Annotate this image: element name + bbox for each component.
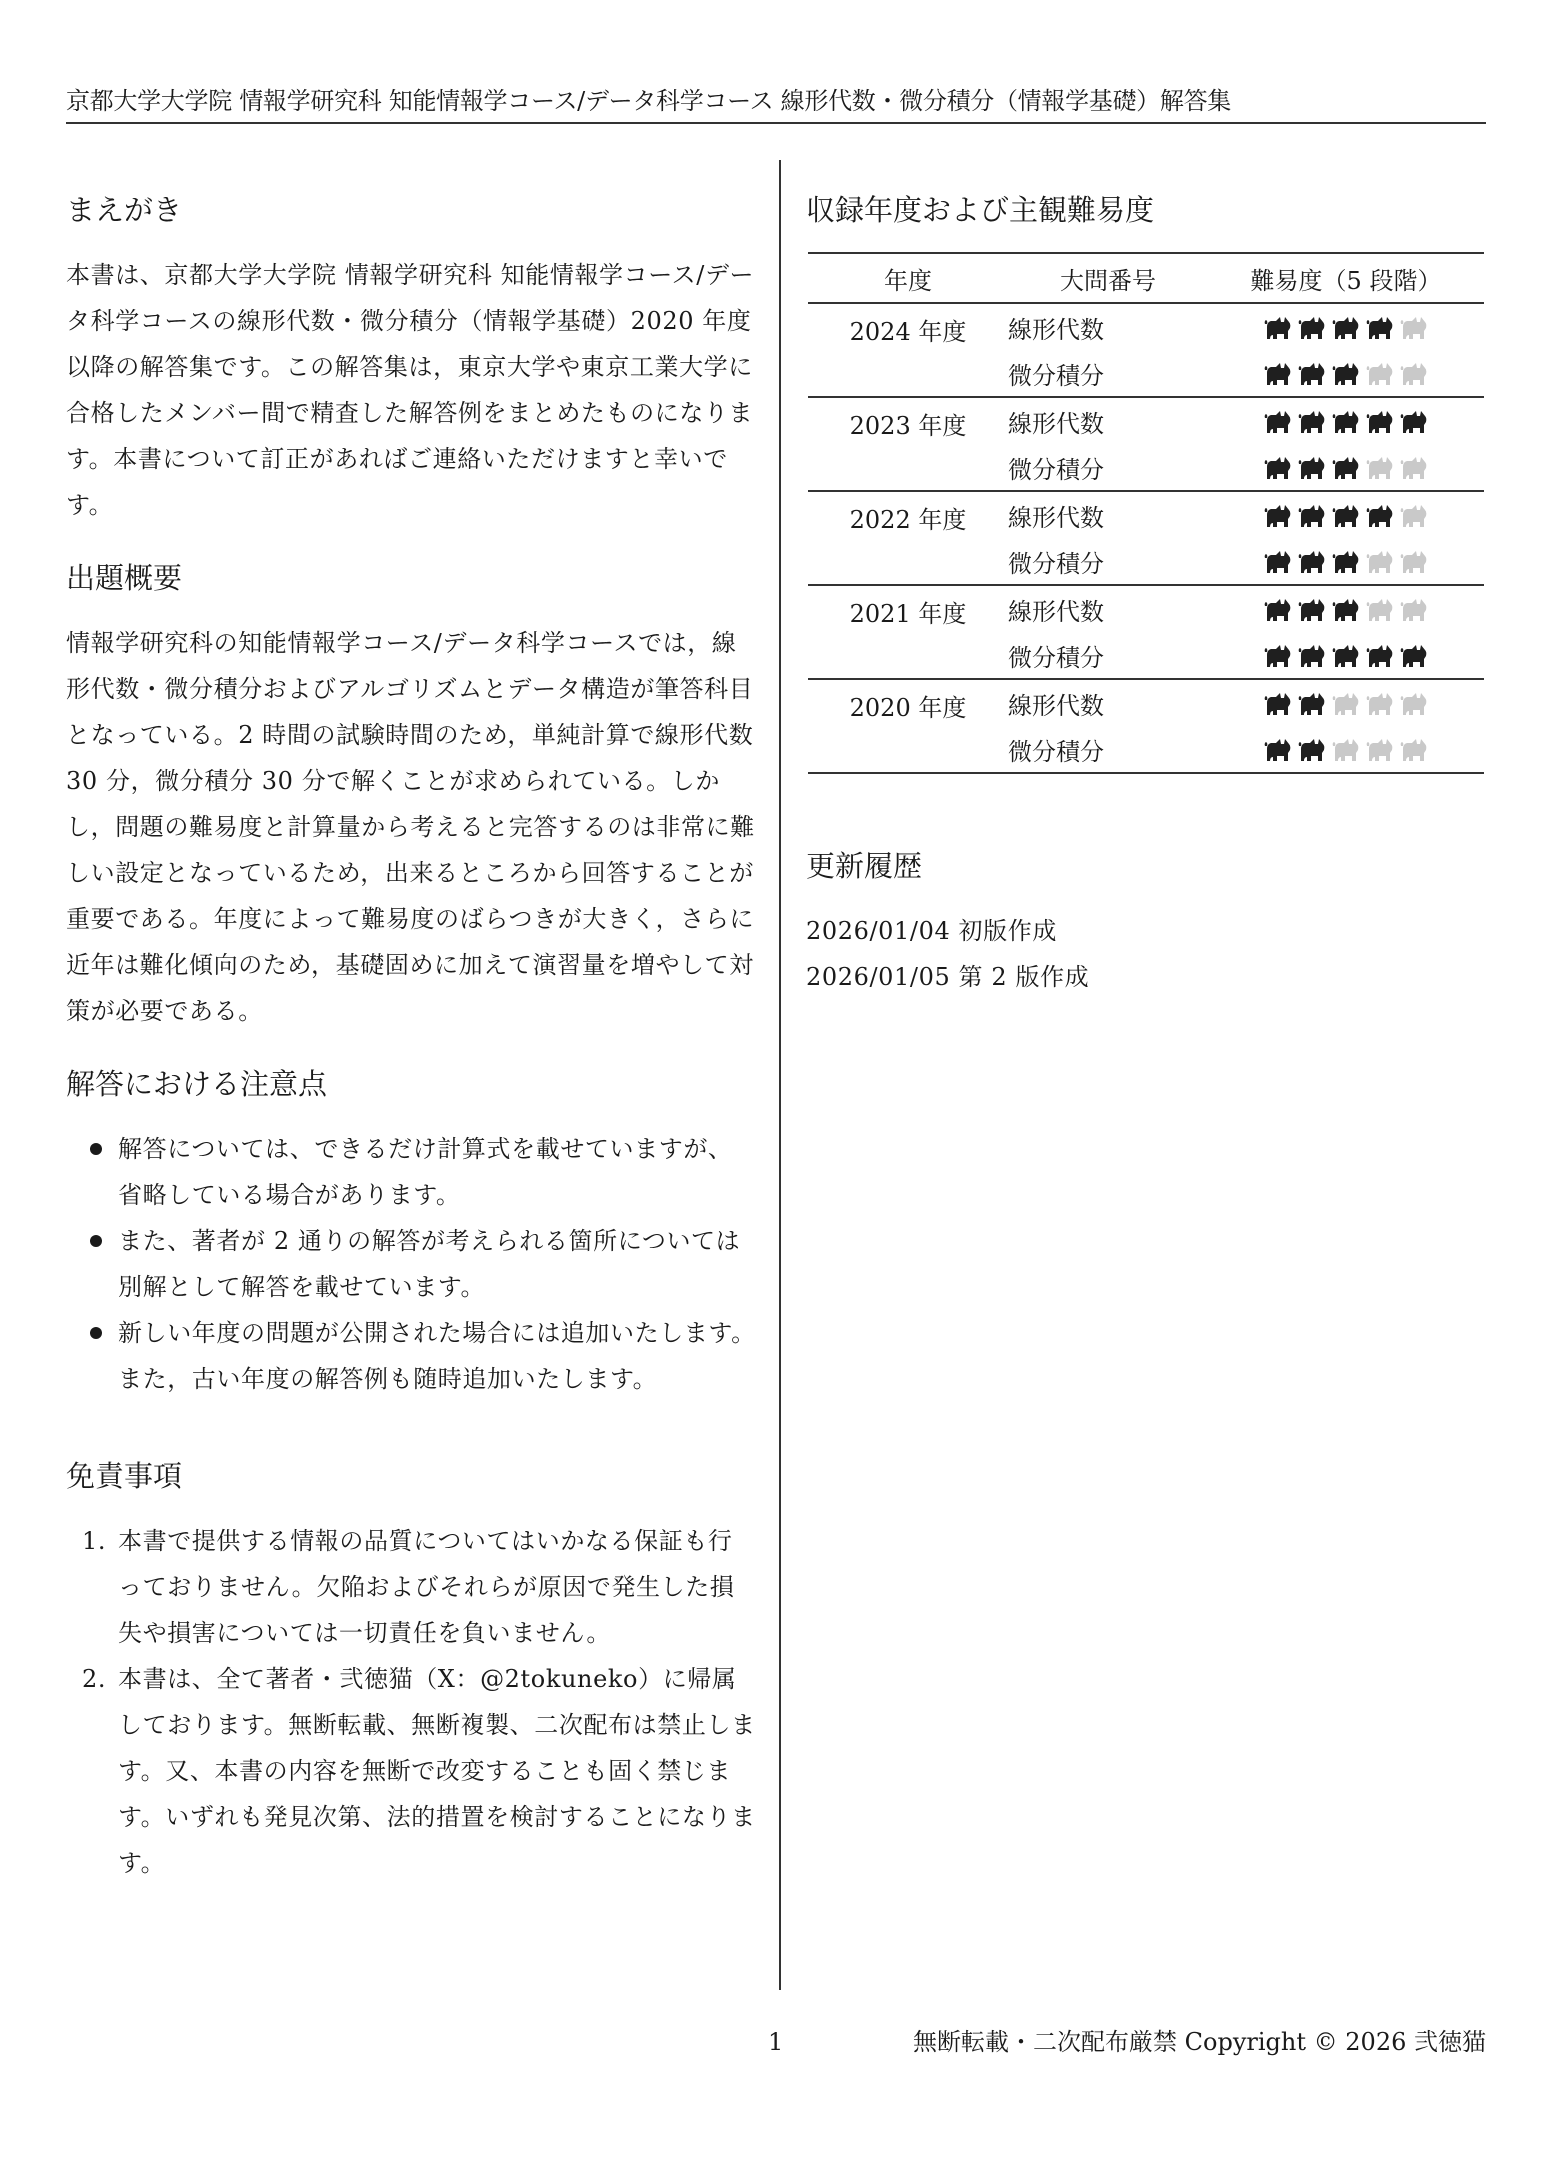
table-row [808,303,1484,350]
section-cell: 線形代数 [1008,691,1104,720]
cat-filled-icon [1331,503,1361,529]
difficulty-rating-calc [1208,444,1484,491]
list-item [66,1518,756,1656]
cat-filled-icon [1263,691,1293,717]
list-item [66,1310,756,1402]
cat-empty-icon [1399,315,1429,341]
item-number: 2. [82,1665,107,1693]
note-text: また、著者が 2 通りの解答が考えられる箇所については別解として解答を載せています。 [118,1227,741,1301]
copyright-notice: 無断転載・二次配布厳禁 Copyright © 2026 弐徳猫 [913,2028,1486,2056]
cat-filled-icon [1331,409,1361,435]
cat-filled-icon [1331,361,1361,387]
cat-empty-icon [1399,549,1429,575]
cat-filled-icon [1365,503,1395,529]
difficulty-heading: 収録年度および主観難易度 [806,193,1155,227]
year-cell: 2024 年度 [808,303,1008,397]
difficulty-table [808,252,1484,774]
preface-text: 本書は、京都大学大学院 情報学研究科 知能情報学コース/データ科学コースの線形代数・微分積分（情報学基礎）2020 年度以降の解答集です。この解答集は，東京大学や東京工業大学に合格したメンバー間で精査した解答例をまとめたものになります。本書について訂正があればご連絡いただけますと幸いです。 [66,261,755,519]
list-item [66,1656,756,1886]
cat-filled-icon [1263,315,1293,341]
cat-empty-icon [1399,737,1429,763]
cat-empty-icon [1365,455,1395,481]
cat-empty-icon [1399,597,1429,623]
cat-filled-icon [1297,643,1327,669]
table-row [808,491,1484,538]
cat-filled-icon [1297,597,1327,623]
table-row [808,679,1484,726]
table-header-row [808,253,1484,303]
cat-filled-icon [1263,549,1293,575]
difficulty-rating-calc [1208,538,1484,585]
disclaimer-heading: 免責事項 [66,1459,183,1493]
disclaimer-list [66,1518,756,1886]
section-cell: 微分積分 [1008,444,1208,491]
item-number: 1. [82,1527,107,1555]
table-row [808,397,1484,444]
overview-text: 情報学研究科の知能情報学コース/データ科学コースでは，線形代数・微分積分およびアルゴリズムとデータ構造が筆答科目となっている。2 時間の試験時間のため，単純計算で線形代数 30 分，微分積分 30 分で解くことが求められている。しかし，問題の難易度と計算量から考えると完答するのは非常に難しい設定となっているため，出来るところから回答することが重要である。年度によって難易度のばらつきが大きく，さらに近年は難化傾向のため，基礎固めに加えて演習量を増やして対策が必要である。 [66,629,755,1025]
disclaimer-text: 本書は、全て著者・弐徳猫（X：@2tokuneko）に帰属しております。無断転載、無断複製、二次配布は禁止します。又、本書の内容を無断で改変することも固く禁じます。いずれも発見次第、法的措置を検討することになります。 [118,1665,756,1877]
difficulty-rating-calc [1208,726,1484,773]
year-cell: 2023 年度 [808,397,1008,491]
year-cell: 2021 年度 [808,585,1008,679]
cat-filled-icon [1297,315,1327,341]
disclaimer-text: 本書で提供する情報の品質についてはいかなる保証も行っておりません。欠陥およびそれらが原因で発生した損失や損害については一切責任を負いません。 [118,1527,735,1647]
cat-empty-icon [1331,691,1361,717]
difficulty-rating-linear [1208,303,1484,350]
cat-filled-icon [1297,409,1327,435]
history-heading: 更新履歴 [806,849,923,883]
cat-filled-icon [1263,643,1293,669]
section-cell: 線形代数 [1008,597,1104,626]
running-header: 京都大学大学院 情報学研究科 知能情報学コース/データ科学コース 線形代数・微分積分（情報学基礎）解答集 [66,84,1486,124]
difficulty-rating-linear [1208,397,1484,444]
cat-empty-icon [1399,691,1429,717]
cat-filled-icon [1331,455,1361,481]
cat-empty-icon [1399,503,1429,529]
cat-filled-icon [1331,549,1361,575]
cat-empty-icon [1365,597,1395,623]
cat-filled-icon [1297,455,1327,481]
notes-list [66,1126,756,1402]
notes-heading: 解答における注意点 [66,1067,328,1101]
cat-filled-icon [1297,503,1327,529]
section-cell: 線形代数 [1008,503,1104,532]
page-number: 1 [768,2028,784,2056]
cat-filled-icon [1297,737,1327,763]
difficulty-rating-linear [1208,491,1484,538]
cat-filled-icon [1297,691,1327,717]
cat-filled-icon [1331,643,1361,669]
cat-empty-icon [1331,737,1361,763]
right-column [806,190,1486,1000]
section-cell: 線形代数 [1008,409,1104,438]
section-cell: 線形代数 [1008,315,1104,344]
year-cell: 2020 年度 [808,679,1008,773]
difficulty-rating-calc [1208,350,1484,397]
table-row [808,585,1484,632]
list-item [66,1218,756,1310]
cat-empty-icon [1399,455,1429,481]
cat-filled-icon [1365,643,1395,669]
history-entry: 2026/01/05 第 2 版作成 [806,963,1090,991]
difficulty-rating-linear [1208,585,1484,632]
bullet-icon [90,1327,102,1339]
cat-empty-icon [1365,691,1395,717]
cat-filled-icon [1365,409,1395,435]
column-divider [779,160,781,1990]
difficulty-rating-calc [1208,632,1484,679]
cat-filled-icon [1263,361,1293,387]
cat-empty-icon [1365,549,1395,575]
difficulty-rating-linear [1208,679,1484,726]
col-header-year: 年度 [808,253,1008,303]
section-cell: 微分積分 [1008,538,1208,585]
cat-filled-icon [1263,503,1293,529]
section-cell: 微分積分 [1008,726,1208,773]
cat-filled-icon [1399,409,1429,435]
bullet-icon [90,1235,102,1247]
cat-filled-icon [1263,409,1293,435]
bullet-icon [90,1143,102,1155]
col-header-difficulty: 難易度（5 段階） [1208,253,1484,303]
cat-empty-icon [1399,361,1429,387]
overview-heading: 出題概要 [66,561,183,595]
cat-filled-icon [1331,597,1361,623]
list-item [66,1126,756,1218]
note-text: 解答については、できるだけ計算式を載せていますが、省略している場合があります。 [118,1135,733,1209]
cat-filled-icon [1263,597,1293,623]
note-text: 新しい年度の問題が公開された場合には追加いたします。また，古い年度の解答例も随時追加いたします。 [118,1319,756,1393]
history-entry: 2026/01/04 初版作成 [806,917,1057,945]
col-header-section: 大問番号 [1008,253,1208,303]
cat-filled-icon [1263,737,1293,763]
year-cell: 2022 年度 [808,491,1008,585]
left-column [66,190,756,1940]
section-cell: 微分積分 [1008,632,1208,679]
cat-filled-icon [1365,315,1395,341]
cat-empty-icon [1365,737,1395,763]
cat-filled-icon [1263,455,1293,481]
cat-filled-icon [1297,361,1327,387]
section-cell: 微分積分 [1008,350,1208,397]
cat-filled-icon [1331,315,1361,341]
cat-empty-icon [1365,361,1395,387]
cat-filled-icon [1297,549,1327,575]
preface-heading: まえがき [66,193,183,227]
cat-filled-icon [1399,643,1429,669]
